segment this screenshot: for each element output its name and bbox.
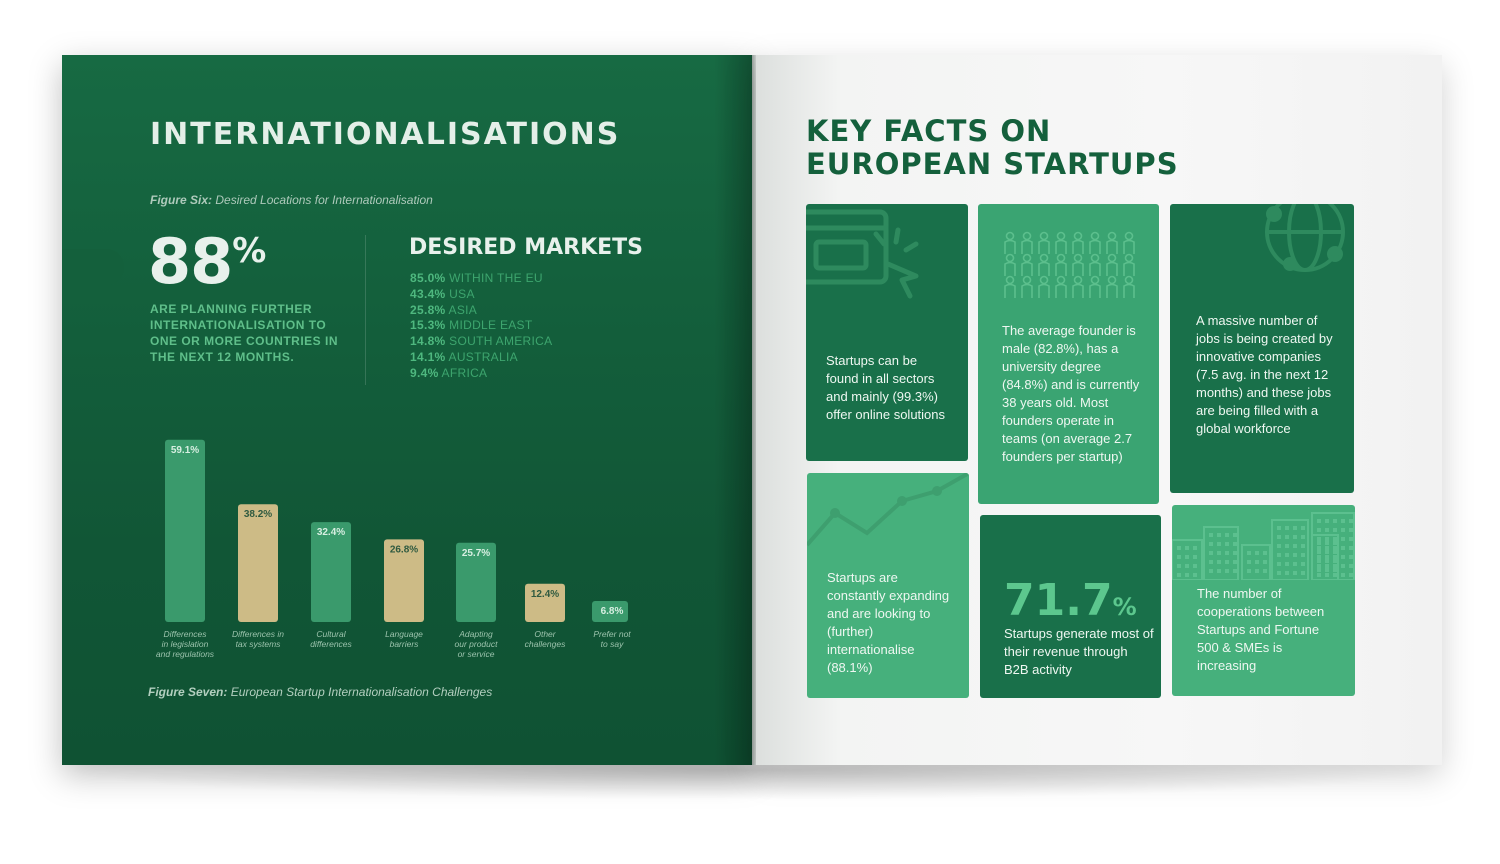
city-skyline-icon	[1172, 505, 1355, 580]
fact-tile-founder	[978, 204, 1159, 504]
desired-markets-title: DESIRED MARKETS	[409, 235, 643, 260]
figure-six-text: Desired Locations for Internationalisation	[215, 193, 433, 207]
market-item	[410, 366, 552, 382]
figure-six-caption	[150, 193, 433, 207]
market-label: USA	[449, 286, 475, 301]
market-item	[410, 350, 552, 366]
people-icon	[978, 204, 1159, 314]
figure-seven-caption	[148, 685, 492, 699]
b2b-value: 71.7	[1004, 575, 1113, 626]
category-label: or service	[457, 649, 495, 659]
market-item	[410, 303, 552, 319]
left-page	[62, 55, 754, 765]
big-stat-unit: %	[232, 231, 266, 271]
category-label: barriers	[389, 639, 419, 649]
category-label: Differences	[163, 629, 207, 639]
challenges-bar-chart	[62, 425, 754, 675]
category-label: Differences in	[232, 629, 284, 639]
big-stat	[148, 225, 265, 298]
browser-cursor-icon	[806, 204, 968, 314]
market-pct: 14.1%	[410, 349, 446, 364]
divider	[365, 235, 366, 385]
tile-text: The number of cooperations between Startups and Fortune 500 & SMEs is increasing	[1197, 586, 1325, 673]
bar-value-label: 12.4%	[530, 588, 560, 600]
market-label: AFRICA	[441, 365, 488, 380]
page-tab	[62, 249, 124, 285]
bar	[165, 440, 205, 622]
category-label: differences	[310, 639, 352, 649]
tile-text: The average founder is male (82.8%), has a university degree (84.8%) and is currently 38 years old. Most founders operate in teams (on average 2.7 founders per startup)	[1002, 323, 1140, 464]
fact-tile-jobs	[1170, 204, 1354, 493]
market-label: AUSTRALIA	[448, 349, 518, 364]
growth-line-icon	[807, 473, 969, 563]
bar-value-label: 38.2%	[243, 509, 273, 521]
market-item	[410, 287, 552, 303]
category-label: and regulations	[155, 649, 215, 659]
category-label: Adapting	[459, 629, 493, 639]
category-label: in legislation	[161, 639, 209, 649]
b2b-unit: %	[1112, 593, 1137, 621]
market-pct: 85.0%	[410, 271, 446, 285]
b2b-stat	[1004, 575, 1137, 629]
bar	[238, 504, 278, 622]
figure-six-label: Figure Six:	[150, 193, 213, 207]
market-label: MIDDLE EAST	[449, 318, 533, 333]
page-title: INTERNATIONALISATIONS	[150, 117, 621, 152]
fact-tile-expanding	[807, 473, 969, 698]
market-label: WITHIN THE EU	[449, 271, 543, 285]
bar-value-label: 26.8%	[389, 544, 419, 556]
fact-tile-online	[806, 204, 968, 461]
plan-text: ARE PLANNING FURTHER INTERNATIONALISATION TO ONE OR MORE COUNTRIES IN THE NEXT 12 MONTHS.	[150, 302, 339, 364]
bar-value-label: 6.8%	[600, 606, 624, 618]
figure-seven-text: European Startup Internationalisation Challenges	[230, 685, 493, 699]
market-pct: 25.8%	[410, 302, 446, 317]
market-item	[410, 271, 552, 287]
category-label: challenges	[524, 639, 566, 649]
key-facts-title	[806, 115, 1179, 181]
globe-network-icon	[1170, 204, 1354, 294]
category-label: Cultural	[316, 629, 346, 639]
desired-markets-list	[410, 271, 552, 382]
tile-text: Startups can be found in all sectors and mainly (99.3%) offer online solutions	[826, 353, 946, 422]
category-label: tax systems	[235, 639, 281, 649]
category-label: our product	[454, 639, 498, 649]
fact-tile-b2b	[980, 515, 1161, 698]
market-pct: 9.4%	[410, 365, 439, 380]
market-pct: 14.8%	[410, 334, 446, 349]
fact-tile-cooperation	[1172, 505, 1355, 696]
market-label: ASIA	[448, 302, 478, 317]
category-label: to say	[600, 639, 624, 649]
title-line-2: EUROPEAN STARTUPS	[806, 147, 1179, 181]
bar-value-label: 32.4%	[316, 527, 346, 539]
tile-text: A massive number of jobs is being created by innovative companies (7.5 avg. in the next 12 months) and these jobs are being filled with a global workforce	[1196, 313, 1333, 436]
market-label: SOUTH AMERICA	[449, 334, 553, 349]
bar-value-label: 25.7%	[461, 547, 491, 559]
category-label: Prefer not	[593, 629, 631, 639]
market-pct: 43.4%	[410, 286, 446, 301]
market-item	[410, 318, 552, 334]
bar-value-label: 59.1%	[170, 444, 200, 456]
category-label: Other	[534, 629, 556, 639]
tile-text: Startups generate most of their revenue through B2B activity	[1004, 626, 1154, 677]
right-page	[756, 55, 1442, 765]
category-label: Language	[385, 629, 423, 639]
market-pct: 15.3%	[410, 318, 446, 333]
market-item	[410, 334, 552, 350]
figure-seven-label: Figure Seven:	[148, 685, 228, 699]
big-stat-value: 88	[148, 225, 233, 298]
title-line-1: KEY FACTS ON	[806, 114, 1052, 148]
tile-text: Startups are constantly expanding and are looking to (further) internationalise (88.1%)	[827, 570, 950, 675]
